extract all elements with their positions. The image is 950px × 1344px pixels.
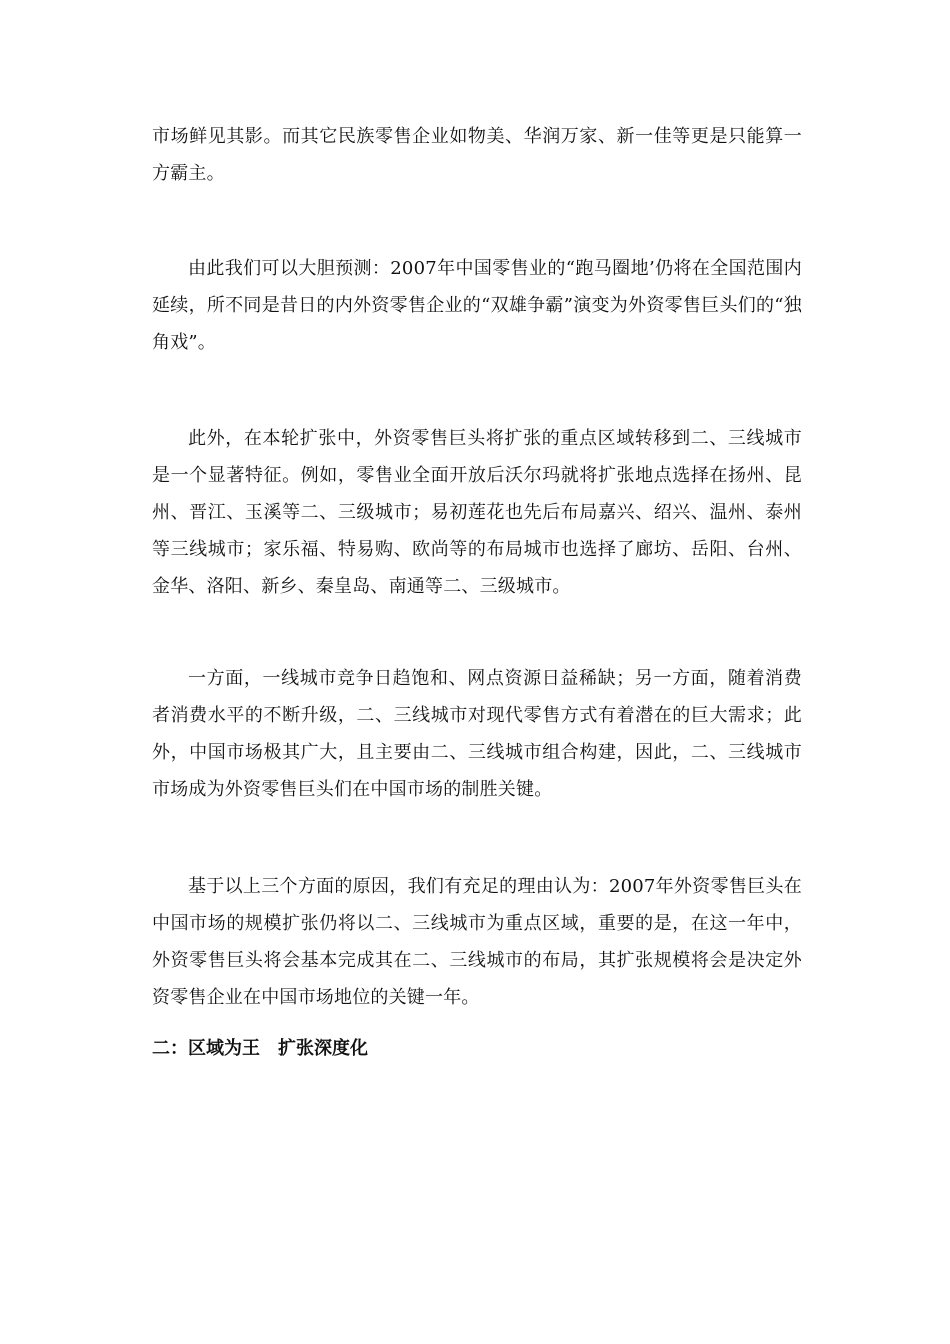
paragraph-1: 市场鲜见其影。而其它民族零售企业如物美、华润万家、新一佳等更是只能算一方霸主。 bbox=[152, 126, 802, 184]
paragraph-4: 一方面，一线城市竞争日趋饱和、网点资源日益稀缺；另一方面，随着消费者消费水平的不断升级，二、三线城市对现代零售方式有着潜在的巨大需求；此外，中国市场极其广大，且主要由二、三线城市组合构建，因此，二、三线城市市场成为外资零售巨头们在中国市场的制胜关键。 bbox=[152, 668, 802, 800]
paragraph-5: 基于以上三个方面的原因，我们有充足的理由认为：2007年外资零售巨头在中国市场的规模扩张仍将以二、三线城市为重点区域，重要的是，在这一年中，外资零售巨头将会基本完成其在二、三线城市的布局，其扩张规模将会是决定外资零售企业在中国市场地位的关键一年。 bbox=[152, 876, 802, 1008]
section-heading: 二：区域为王 扩张深度化 bbox=[152, 1038, 368, 1059]
paragraph-2: 由此我们可以大胆预测：2007年中国零售业的“跑马圈地’仍将在全国范围内延续，所不同是昔日的内外资零售企业的“双雄争霸”演变为外资零售巨头们的“独角戏”。 bbox=[152, 258, 802, 353]
paragraph-3: 此外，在本轮扩张中，外资零售巨头将扩张的重点区域转移到二、三线城市是一个显著特征。例如，零售业全面开放后沃尔玛就将扩张地点选择在扬州、昆州、晋江、玉溪等二、三级城市；易初莲花也先后布局嘉兴、绍兴、温州、泰州等三线城市；家乐福、特易购、欧尚等的布局城市也选择了廊坊、岳阳、台州、金华、洛阳、新乡、秦皇岛、南通等二、三级城市。 bbox=[152, 428, 802, 597]
